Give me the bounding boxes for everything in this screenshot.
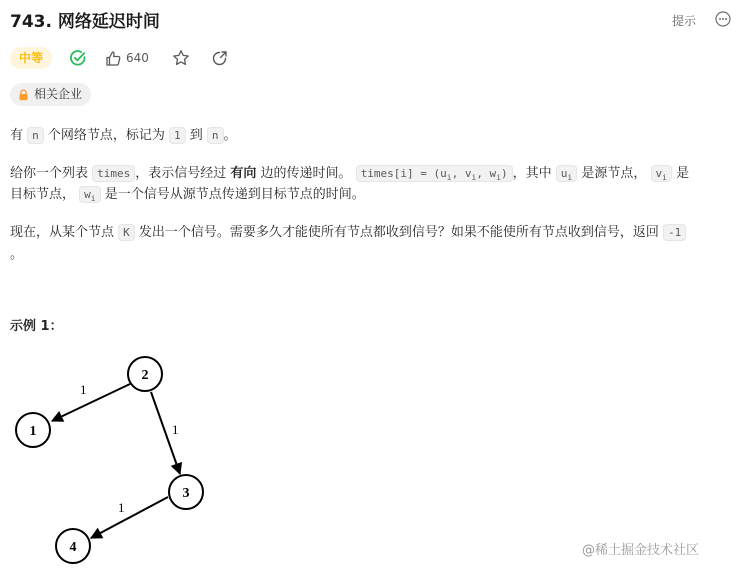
code-part: , w — [476, 167, 497, 180]
text: 是源节点， — [577, 166, 651, 181]
favorite-button[interactable] — [172, 49, 190, 67]
inline-code — [651, 165, 672, 182]
meta-row — [10, 46, 228, 70]
text: ，表示信号经过 — [135, 166, 231, 181]
inline-code: K — [118, 224, 135, 241]
text: 是 — [671, 166, 690, 181]
text: 目标节点， — [10, 187, 80, 202]
share-icon — [211, 50, 228, 67]
solved-check-icon — [69, 49, 87, 67]
text: 给你一个列表 — [10, 166, 93, 181]
inline-code — [356, 165, 513, 182]
subscript: i — [90, 194, 96, 204]
related-companies-label: 相关企业 — [34, 87, 83, 101]
difficulty-badge: 中等 — [10, 47, 52, 69]
code-part: v — [655, 167, 663, 180]
inline-code: -1 — [663, 224, 686, 241]
graph-node-3 — [169, 475, 203, 509]
inline-code: 1 — [169, 127, 186, 144]
inline-code: n — [207, 127, 224, 144]
code-part: u — [560, 167, 568, 180]
subscript: i — [446, 173, 452, 183]
description-paragraph-3-line-2: 。 — [10, 247, 24, 262]
subscript: i — [471, 173, 477, 183]
example-title: 示例 1： — [10, 319, 63, 334]
edge-weight-2-3: 1 — [172, 422, 179, 437]
related-companies-tag[interactable] — [10, 83, 91, 106]
edge-3-to-4 — [91, 497, 168, 538]
text: 是一个信号从源节点传递到目标节点的时间。 — [100, 187, 365, 202]
inline-code — [556, 165, 577, 182]
inline-code — [79, 186, 100, 203]
description-paragraph-2-line-2 — [10, 183, 365, 203]
edge-weight-3-4: 1 — [118, 500, 125, 515]
share-button[interactable] — [211, 50, 228, 67]
code-part: w — [84, 188, 91, 201]
code-part: times[i] = (u — [360, 167, 447, 180]
edge-weight-2-1: 1 — [80, 382, 87, 397]
bold-text: 有向 — [230, 166, 257, 181]
text: 边的传递时间。 — [256, 166, 356, 181]
text: 现在，从某个节点 — [10, 225, 119, 240]
lock-icon — [18, 89, 29, 101]
like-count: 640 — [126, 51, 149, 65]
node-label-3: 3 — [182, 486, 190, 501]
node-label-2: 2 — [141, 368, 149, 383]
description-paragraph-2-line-1 — [10, 162, 689, 182]
problem-title: 743. 网络延迟时间 — [10, 12, 160, 32]
graph-node-2 — [128, 357, 162, 391]
star-icon — [172, 49, 190, 67]
graph-node-4 — [56, 529, 90, 563]
subscript: i — [496, 173, 502, 183]
code-part: , v — [451, 167, 472, 180]
description-paragraph-1 — [10, 124, 237, 143]
text: 发出一个信号。需要多久才能使所有节点都收到信号？如果不能使所有节点收到信号，返回 — [134, 225, 664, 240]
hint-button[interactable]: 提示 — [672, 14, 697, 28]
inline-code: n — [27, 127, 44, 144]
text: 有 — [10, 128, 28, 143]
subscript: i — [662, 173, 667, 183]
edge-2-to-1 — [52, 384, 130, 421]
text: 。 — [223, 128, 237, 143]
code-part: ) — [501, 167, 508, 180]
node-label-4: 4 — [69, 540, 77, 555]
subscript: i — [567, 173, 573, 183]
node-label-1: 1 — [29, 424, 37, 439]
more-icon[interactable] — [715, 11, 731, 27]
graph-node-1 — [16, 413, 50, 447]
thumbs-up-icon — [105, 50, 122, 67]
like-button[interactable] — [105, 50, 149, 67]
watermark: @稀土掘金技术社区 — [582, 543, 700, 558]
text: 个网络节点，标记为 — [43, 128, 170, 143]
text: ，其中 — [512, 166, 556, 181]
text: 到 — [185, 128, 207, 143]
description-paragraph-3-line-1 — [10, 221, 686, 240]
inline-code: times — [92, 165, 135, 182]
example-graph — [0, 340, 240, 570]
